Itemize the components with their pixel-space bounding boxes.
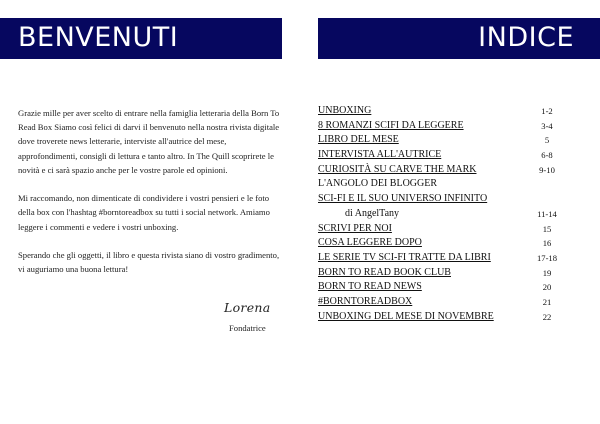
toc-label[interactable]: UNBOXING <box>318 105 372 116</box>
toc-label[interactable]: BORN TO READ BOOK CLUB <box>318 266 451 278</box>
toc-page: 9-10 <box>539 164 555 175</box>
toc-label[interactable]: LE SERIE TV SCI-FI TRATTE DA LIBRI <box>318 251 491 263</box>
toc-label[interactable]: BORN TO READ NEWS <box>318 281 422 293</box>
toc-label[interactable]: SCRIVI PER NOI <box>318 222 392 234</box>
toc-row[interactable] <box>318 192 600 207</box>
toc-row[interactable] <box>318 295 600 310</box>
welcome-title: BENVENUTI <box>18 22 179 53</box>
toc-page: 3-4 <box>541 120 553 131</box>
toc-row[interactable] <box>318 310 600 325</box>
toc-row[interactable] <box>318 251 600 266</box>
welcome-banner <box>0 18 282 59</box>
toc-label[interactable]: UNBOXING DEL MESE DI NOVEMBRE <box>318 310 494 322</box>
table-of-contents <box>318 104 600 324</box>
toc-page: 22 <box>542 311 552 322</box>
welcome-paragraph-2: Mi raccomando, non dimenticate di condividere i vostri pensieri e le foto della box con l'hashtag #borntoreadbox su tutti i social network. Amiamo leggere i commenti e vedere i vostri unboxing. <box>18 193 270 232</box>
toc-row[interactable] <box>318 266 600 281</box>
toc-row[interactable] <box>318 133 600 148</box>
toc-label[interactable]: SCI-FI E IL SUO UNIVERSO INFINITO <box>318 193 488 205</box>
toc-row[interactable] <box>318 280 600 295</box>
toc-label[interactable]: INTERVISTA ALL'AUTRICE <box>318 149 442 161</box>
toc-row[interactable] <box>318 119 600 134</box>
toc-page: 15 <box>542 223 552 234</box>
toc-label[interactable]: COSA LEGGERE DOPO <box>318 237 422 249</box>
toc-label[interactable]: #BORNTOREADBOX <box>318 295 413 307</box>
toc-label[interactable]: 8 ROMANZI SCIFI DA LEGGERE <box>318 119 464 131</box>
toc-section-heading: L'ANGOLO DEI BLOGGER <box>318 178 438 190</box>
toc-page: 16 <box>542 238 552 249</box>
toc-row <box>318 177 600 192</box>
toc-page: 11-14 <box>537 208 557 219</box>
toc-page: 19 <box>542 267 552 278</box>
welcome-paragraph-1: Grazie mille per aver scelto di entrare nella famiglia letteraria della Born To Read Box Siamo così felici di darvi il benvenuto nella nostra rivista digitale dove troverete news letterarie, interviste all'autrice del mese, approfondimenti, consigli di lettura e tanto altro. In The Quill scoprirete le novità e ci sarà spazio anche per le vostre parole ed opinioni. <box>18 108 280 175</box>
toc-row[interactable] <box>318 104 600 119</box>
toc-page: 5 <box>544 135 550 146</box>
toc-author: di AngelTany <box>345 207 400 219</box>
toc-page: 17-18 <box>536 252 558 263</box>
toc-page: 20 <box>542 282 552 293</box>
toc-row[interactable] <box>318 222 600 237</box>
toc-row[interactable] <box>318 236 600 251</box>
toc-row[interactable] <box>318 148 600 163</box>
welcome-paragraph-3: Sperando che gli oggetti, il libro e questa rivista siano di vostro gradimento, vi auguriamo una buona lettura! <box>18 250 280 275</box>
index-banner <box>318 18 600 59</box>
signature-role: Fondatrice <box>229 323 266 333</box>
toc-label[interactable]: LIBRO DEL MESE <box>318 134 399 146</box>
index-title: INDICE <box>478 22 574 53</box>
welcome-text <box>18 106 286 291</box>
toc-page: 1-2 <box>541 106 553 116</box>
toc-row[interactable] <box>318 163 600 178</box>
toc-page: 21 <box>542 296 552 307</box>
toc-page: 6-8 <box>541 150 553 161</box>
toc-row[interactable] <box>318 207 600 222</box>
signature: Lorena <box>224 300 271 315</box>
toc-label[interactable]: CURIOSITÀ SU CARVE THE MARK <box>318 163 477 175</box>
